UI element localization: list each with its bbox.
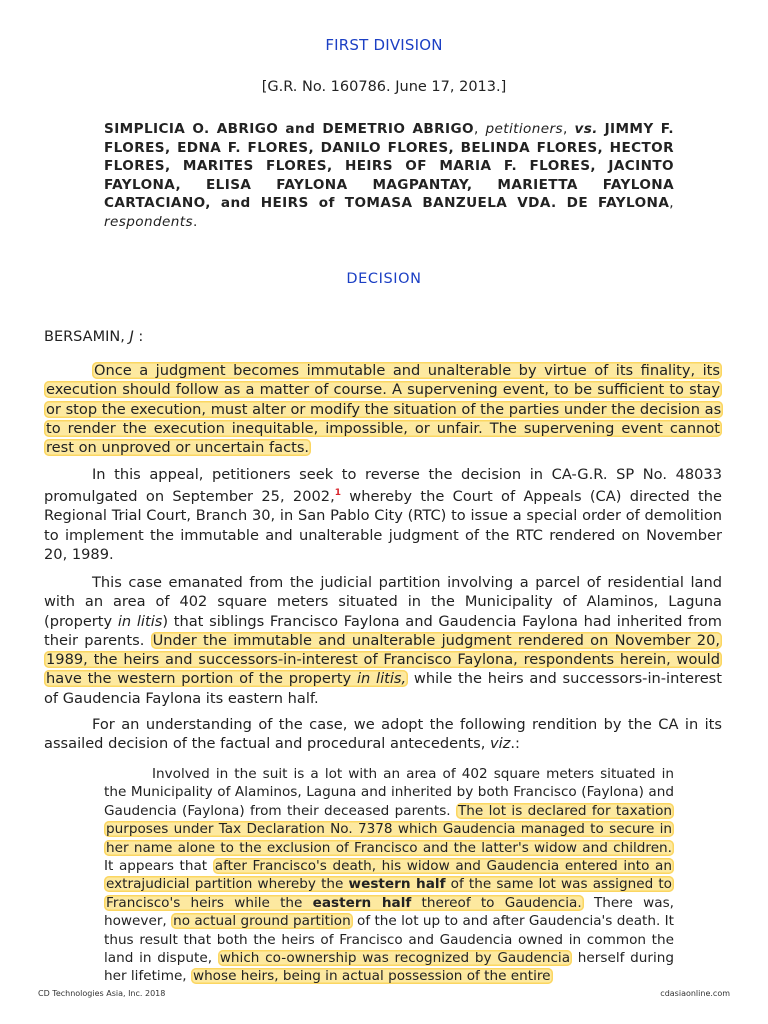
ponente: BERSAMIN, J : bbox=[44, 329, 144, 345]
paragraph-2 bbox=[44, 465, 722, 564]
paragraph-4-italic-a: viz bbox=[490, 735, 511, 753]
paragraph-2-text-b: whereby the Court of Appeals (CA) directed the Regional Trial Court, Branch 30, in San Pablo City (RTC) to issue a special order of demolition to implement the immutable and unalterable judgment of the RTC rendered on November 20, 1989. bbox=[44, 488, 722, 564]
division-heading: FIRST DIVISION bbox=[325, 36, 443, 54]
paragraph-3-text-a: This case emanated from the judicial partition involving a parcel of residential land with an area of 402 square meters situated in the Municipality of Alaminos, Laguna (property bbox=[44, 574, 722, 630]
paragraph-4-text-b: .: bbox=[510, 735, 520, 753]
quote-text-d: of the lot up to and after Gaudencia's death. It thus result that both the heirs of Francisco and Gaudencia owned in common the land in dispute, bbox=[104, 913, 674, 967]
quote-highlight-d: which co-ownership was recognized by Gaudencia bbox=[219, 950, 571, 967]
quote-text-e: herself during her lifetime, bbox=[104, 950, 674, 985]
quote-highlight-b-bold-2: eastern half bbox=[312, 894, 412, 911]
respondents-role: respondents bbox=[104, 213, 194, 230]
quote-text-c: There was, however, bbox=[104, 894, 674, 930]
decision-heading: DECISION bbox=[346, 271, 422, 287]
respondents-names: JIMMY F. FLORES, EDNA F. FLORES, DANILO FLORES, BELINDA FLORES, HECTOR FLORES, MARITES FLORES, HEIRS OF MARIA F. FLORES, JACINTO FAYLONA, ELISA FAYLONA MAGPANTAY, MARIETTA FAYLONA CARTACIANO, and HEIRS of TOMASA BANZUELA VDA. DE FAYLONA bbox=[104, 121, 674, 212]
paragraph-3-text-c: while the heirs and successors-in-interest of Gaudencia Faylona its eastern half. bbox=[44, 670, 723, 707]
footnote-link-1[interactable]: 1 bbox=[334, 488, 341, 499]
footer-publisher: CD Technologies Asia, Inc. 2018 bbox=[38, 989, 166, 998]
quote-highlight-b-text-3: thereof to Gaudencia. bbox=[411, 894, 582, 911]
quote-highlight-a: The lot is declared for taxation purposes under Tax Declaration No. 7378 which Gaudencia managed to secure in her name alone to the exclusion of Francisco and the latter's widow and children. bbox=[106, 802, 673, 856]
paragraph-4-text-a: For an understanding of the case, we adopt the following rendition by the CA in its assailed decision of the factual and procedural antecedents, bbox=[44, 716, 722, 753]
petitioners-role: petitioners bbox=[485, 121, 564, 137]
quote-highlight-b-text-2: of the same lot was assigned to Francisco's heirs while the bbox=[106, 876, 672, 911]
paragraph-1 bbox=[44, 361, 722, 457]
block-quote bbox=[104, 765, 674, 986]
case-number: [G.R. No. 160786. June 17, 2013.] bbox=[261, 79, 507, 95]
ponente-title: J bbox=[129, 329, 134, 345]
quote-highlight-c: no actual ground partition bbox=[173, 913, 351, 930]
ponente-name: BERSAMIN, bbox=[44, 329, 125, 345]
quote-highlight-b-bold-1: western half bbox=[348, 876, 446, 893]
highlight-2-italic: in litis, bbox=[356, 670, 407, 688]
case-parties: SIMPLICIA O. ABRIGO and DEMETRIO ABRIGO, petitioners, vs. JIMMY F. FLORES, EDNA F. FLORES, DANILO FLORES, BELINDA FLORES, HECTOR FLORES, MARITES FLORES, HEIRS OF MARIA F. FLORES, JACINTO FAYLONA, ELISA FAYLONA MAGPANTAY, MARIETTA FAYLONA CARTACIANO, and HEIRS of TOMASA BANZUELA VDA. DE FAYLONA, respondents. bbox=[104, 121, 674, 230]
highlight-1: Once a judgment becomes immutable and unalterable by virtue of its finality, its execution should follow as a matter of course. A supervening event, to be sufficient to stay or stop the execution, must alter or modify the situation of the parties under the decision as to render the execution inequitable, impossible, or unfair. The supervening event cannot rest on unproved or uncertain facts. bbox=[46, 362, 722, 457]
petitioners-names: SIMPLICIA O. ABRIGO and DEMETRIO ABRIGO bbox=[104, 121, 474, 137]
paragraph-2-text-a: In this appeal, petitioners seek to reverse the decision in CA-G.R. SP No. 48033 promulgated on September 25, 2002, bbox=[44, 466, 722, 506]
quote-highlight-e: whose heirs, being in actual possession of the entire bbox=[192, 968, 551, 985]
paragraph-4 bbox=[44, 715, 722, 754]
paragraph-3-italic-a: in litis bbox=[117, 612, 163, 630]
paragraph-3-text-b: ) that siblings Francisco Faylona and Gaudencia Faylona had inherited from their parents. bbox=[44, 612, 723, 649]
quote-highlight-b-text-1: after Francisco's death, his widow and Gaudencia entered into an extrajudicial partition whereby the bbox=[106, 858, 672, 893]
quote-text-a: Involved in the suit is a lot with an area of 402 square meters situated in the Municipality of Alaminos, Laguna and inherited by both Francisco (Faylona) and Gaudencia (Faylona) from their deceased parents. bbox=[104, 766, 674, 819]
versus-label: vs. bbox=[574, 121, 598, 137]
quote-text-b: It appears that bbox=[104, 858, 208, 875]
footer-website[interactable]: cdasiaonline.com bbox=[660, 989, 730, 998]
highlight-2-text: Under the immutable and unalterable judgment rendered on November 20, 1989, the heirs and successors-in-interest of Francisco Faylona, respondents herein, would have the western portion of the property bbox=[46, 631, 720, 688]
paragraph-3 bbox=[44, 573, 722, 708]
